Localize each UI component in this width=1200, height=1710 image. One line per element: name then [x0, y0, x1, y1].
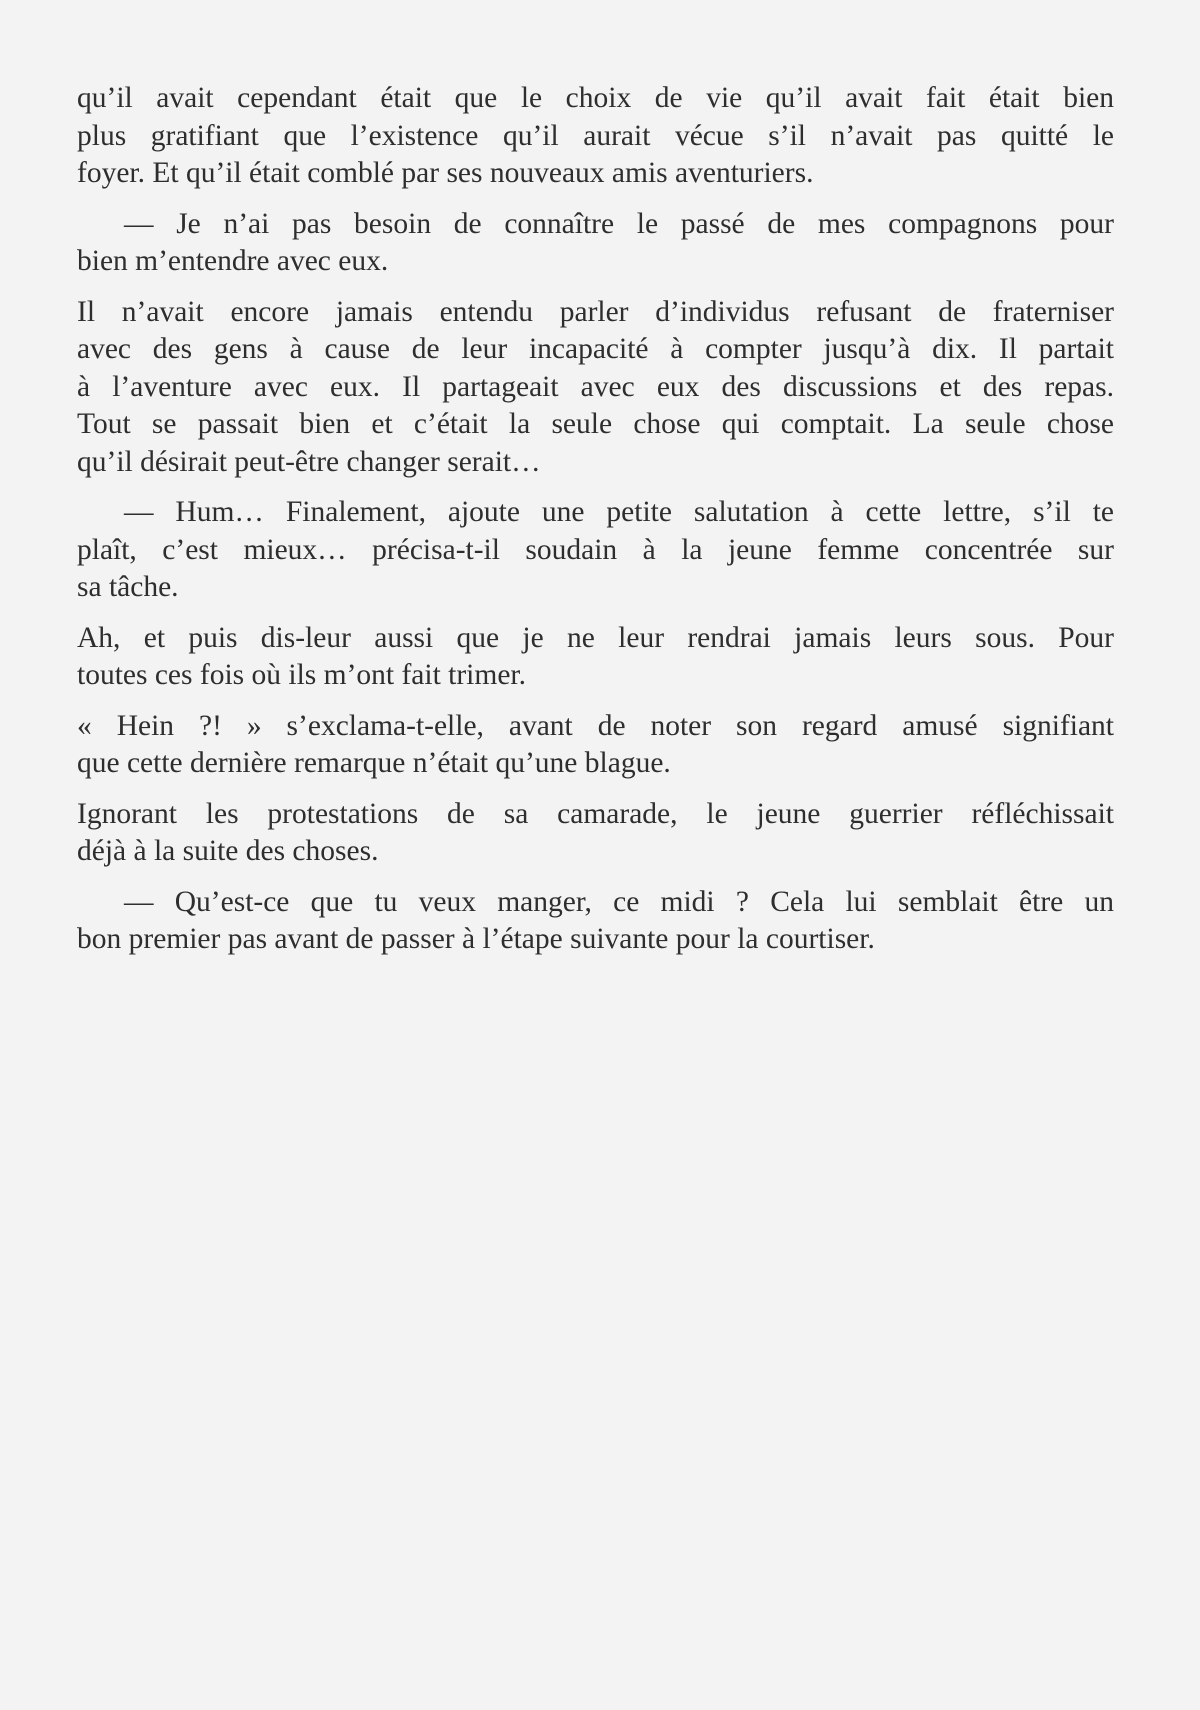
text-line: avec des gens à cause de leur incapacité à compter jusqu’à dix. Il partait — [77, 333, 1114, 365]
paragraph — [77, 884, 1114, 959]
text-line: bien m’entendre avec eux. — [77, 245, 389, 277]
page-body-text — [77, 80, 1114, 972]
paragraph — [77, 796, 1114, 871]
text-line: qu’il désirait peut-être changer serait… — [77, 445, 541, 478]
text-line: — Hum… Finalement, ajoute une petite salutation à cette lettre, s’il te — [124, 496, 1114, 528]
text-line: « Hein ?! » s’exclama-t-elle, avant de noter son regard amusé signifiant — [77, 709, 1114, 742]
text-line: plus gratifiant que l’existence qu’il aurait vécue s’il n’avait pas quitté le — [77, 119, 1114, 152]
text-line: sa tâche. — [77, 571, 179, 603]
text-line: déjà à la suite des choses. — [77, 835, 379, 867]
text-line: que cette dernière remarque n’était qu’une blague. — [77, 747, 671, 779]
text-line: plaît, c’est mieux… précisa-t-il soudain à la jeune femme concentrée sur — [77, 533, 1114, 566]
text-line: Ignorant les protestations de sa camarade, le jeune guerrier réfléchissait — [77, 797, 1114, 830]
paragraph — [77, 708, 1114, 783]
text-line: Il n’avait encore jamais entendu parler d’individus refusant de fraterniser — [77, 295, 1114, 328]
text-line: Tout se passait bien et c’était la seule chose qui comptait. La seule chose — [77, 408, 1114, 440]
text-line: — Je n’ai pas besoin de connaître le passé de mes compagnons pour — [124, 207, 1114, 240]
text-line: toutes ces fois où ils m’ont fait trimer. — [77, 659, 526, 691]
paragraph — [77, 620, 1114, 695]
text-line: qu’il avait cependant était que le choix de vie qu’il avait fait était bien — [77, 82, 1114, 114]
paragraph — [77, 80, 1114, 193]
paragraph — [77, 294, 1114, 482]
text-line: — Qu’est-ce que tu veux manger, ce midi ? Cela lui semblait être un — [124, 885, 1114, 918]
paragraph — [77, 206, 1114, 281]
text-line: bon premier pas avant de passer à l’étape suivante pour la courtiser. — [77, 923, 875, 955]
text-line: foyer. Et qu’il était comblé par ses nouveaux amis aventuriers. — [77, 157, 814, 189]
text-line: Ah, et puis dis-leur aussi que je ne leur rendrai jamais leurs sous. Pour — [77, 621, 1114, 654]
paragraph — [77, 494, 1114, 607]
text-line: à l’aventure avec eux. Il partageait avec eux des discussions et des repas. — [77, 370, 1114, 403]
